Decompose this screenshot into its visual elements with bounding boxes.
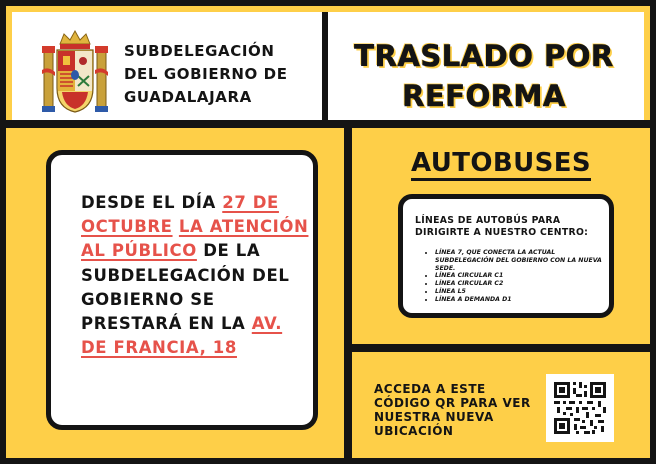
header-divider [322, 12, 328, 126]
issuer-line: SUBDELEGACIÓN [124, 42, 275, 60]
notice-date: 27 DE OCTUBRE [81, 193, 279, 237]
bus-line-item: • LÍNEA CIRCULAR C2 [435, 280, 607, 288]
bus-lines-list [417, 249, 607, 304]
notice-part: DE LA SUBDELEGACIÓN DEL GOBIERNO SE PRESTARÁ EN LA [81, 241, 290, 334]
center-divider [344, 120, 352, 464]
right-divider [352, 344, 652, 352]
bus-line-item: • LÍNEA CIRCULAR C1 [435, 272, 607, 280]
buses-title [356, 146, 646, 180]
notice-address: AV. DE FRANCIA, 18 [81, 314, 283, 358]
issuer-line: GUADALAJARA [124, 88, 252, 106]
buses-title-text: AUTOBUSES [411, 148, 591, 181]
notice-part: DESDE EL DÍA [81, 193, 223, 212]
title-line: TRASLADO POR [354, 39, 614, 73]
bus-line-item: • LÍNEA 7, QUE CONECTA LA ACTUAL SUBDELEGACIÓN DEL GOBIERNO CON LA NUEVA SEDE. [435, 249, 607, 272]
issuer-line: DEL GOBIERNO DE [124, 65, 288, 83]
notice-text [81, 191, 311, 360]
header-bottom-divider [6, 120, 650, 128]
bus-lines-heading: LÍNEAS DE AUTOBÚS PARA DIRIGIRTE A NUESTRO CENTRO: [415, 215, 589, 238]
qr-code-icon[interactable] [546, 374, 614, 442]
bus-line-item: • LÍNEA L5 [435, 288, 607, 296]
bus-lines-panel [398, 194, 614, 318]
bus-line-item: • LÍNEA A DEMANDA D1 [435, 296, 607, 304]
title-line: REFORMA [402, 79, 566, 113]
header-band [12, 12, 644, 120]
issuer-name [124, 40, 314, 109]
qr-instructions: ACCEDA A ESTE CÓDIGO QR PARA VER NUESTRA NUEVA UBICACIÓN [374, 382, 531, 438]
poster-title [334, 36, 634, 116]
notice-panel [46, 150, 318, 430]
coat-of-arms-icon [42, 30, 108, 116]
notice-service: LA ATENCIÓN AL PÚBLICO [81, 217, 309, 261]
